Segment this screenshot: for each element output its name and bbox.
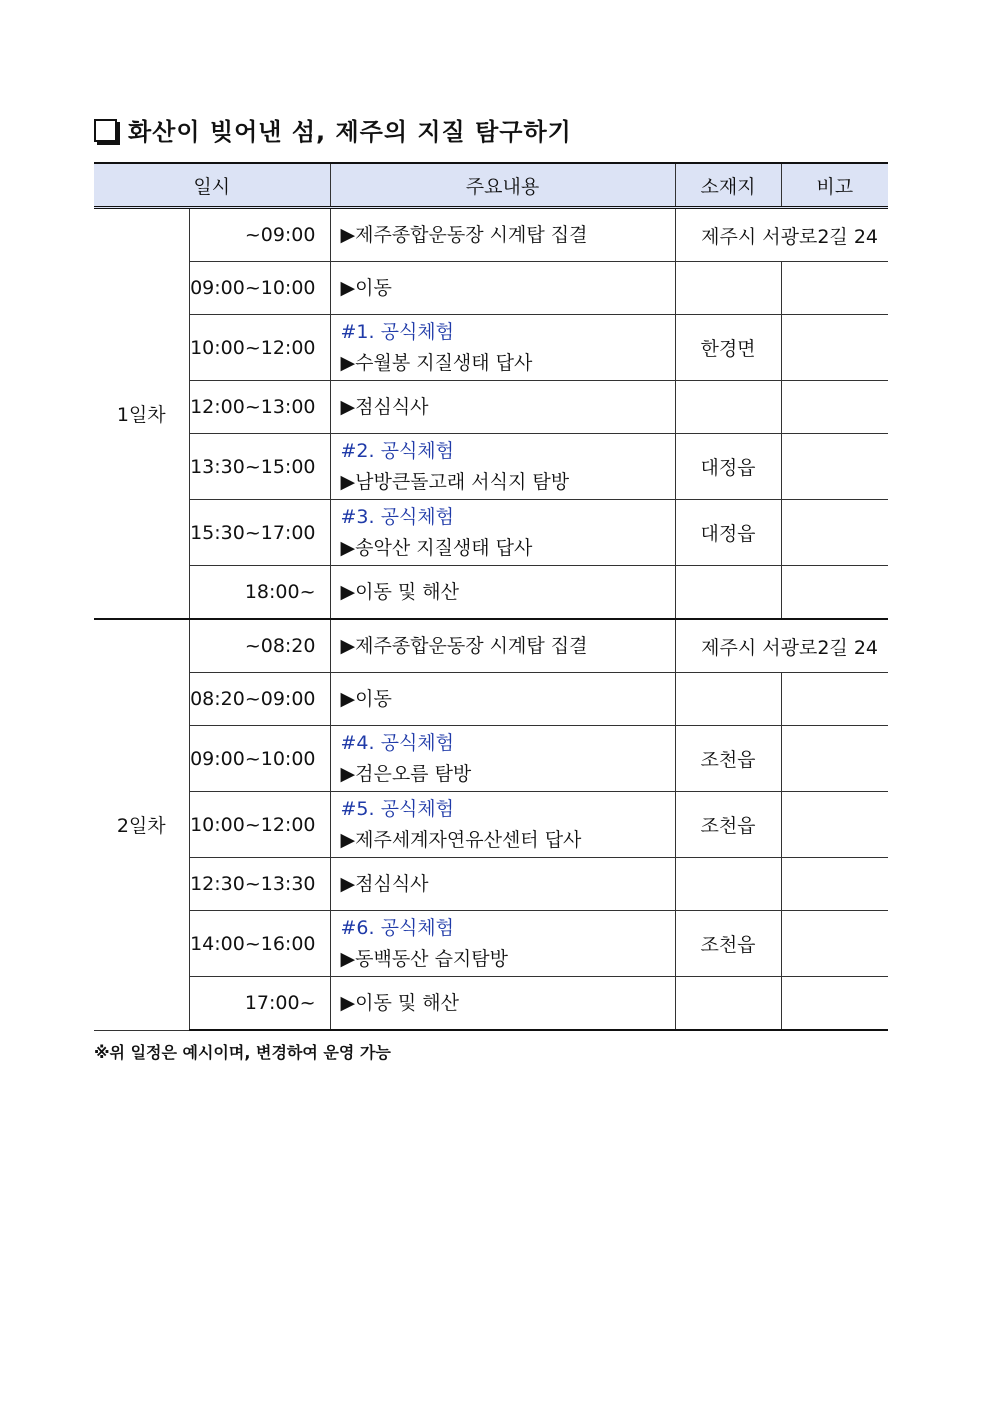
table-row <box>94 673 888 726</box>
table-row <box>94 262 888 315</box>
content-cell <box>330 792 675 858</box>
note-cell <box>781 858 888 911</box>
table-row <box>94 566 888 620</box>
content-cell <box>330 673 675 726</box>
content-cell <box>330 977 675 1031</box>
table-header-row <box>94 163 888 208</box>
location-cell: 한경면 <box>675 315 781 381</box>
activity-text: ▶제주종합운동장 시계탑 집결 <box>340 634 588 657</box>
content-cell <box>330 208 675 262</box>
table-row <box>94 619 888 673</box>
checkbox-square-icon <box>94 119 117 142</box>
time-cell: 15:30~17:00 <box>189 500 330 566</box>
experience-label: #4. 공식체험 <box>340 731 455 754</box>
note-cell <box>781 381 888 434</box>
content-cell <box>330 500 675 566</box>
location-cell: 대정읍 <box>675 434 781 500</box>
experience-label: #1. 공식체험 <box>340 320 455 343</box>
page-title <box>94 112 572 147</box>
location-cell <box>675 977 781 1031</box>
content-cell <box>330 726 675 792</box>
location-cell <box>675 858 781 911</box>
time-cell: 12:30~13:30 <box>189 858 330 911</box>
table-row <box>94 500 888 566</box>
activity-text: ▶송악산 지질생태 답사 <box>340 536 533 559</box>
activity-text: ▶동백동산 습지탐방 <box>340 947 508 970</box>
location-cell <box>675 381 781 434</box>
note-cell <box>781 673 888 726</box>
activity-text: ▶검은오름 탐방 <box>340 762 472 785</box>
location-cell <box>675 673 781 726</box>
location-cell: 조천읍 <box>675 792 781 858</box>
note-cell <box>781 911 888 977</box>
time-cell: 08:20~09:00 <box>189 673 330 726</box>
table-row <box>94 792 888 858</box>
activity-text: ▶남방큰돌고래 서식지 탐방 <box>340 470 570 493</box>
activity-text: ▶점심식사 <box>340 872 429 895</box>
activity-text: ▶제주종합운동장 시계탑 집결 <box>340 223 588 246</box>
table-row <box>94 911 888 977</box>
table-row <box>94 434 888 500</box>
content-cell <box>330 434 675 500</box>
table-row <box>94 977 888 1031</box>
schedule-table <box>94 162 888 1031</box>
activity-text: ▶이동 <box>340 276 392 299</box>
note-cell <box>781 792 888 858</box>
footnote: ※위 일정은 예시이며, 변경하여 운영 가능 <box>94 1043 391 1062</box>
table-row <box>94 726 888 792</box>
time-cell: ~09:00 <box>189 208 330 262</box>
activity-text: ▶이동 및 해산 <box>340 991 459 1014</box>
table-row <box>94 315 888 381</box>
page-title-text: 화산이 빚어낸 섬, 제주의 지질 탐구하기 <box>128 118 572 146</box>
time-cell: 13:30~15:00 <box>189 434 330 500</box>
time-cell: ~08:20 <box>189 619 330 673</box>
day-label: 1일차 <box>94 208 189 620</box>
time-cell: 12:00~13:00 <box>189 381 330 434</box>
experience-label: #3. 공식체험 <box>340 505 455 528</box>
location-cell: 제주시 서광로2길 24 <box>675 619 888 673</box>
content-cell <box>330 911 675 977</box>
content-cell <box>330 566 675 620</box>
time-cell: 18:00~ <box>189 566 330 620</box>
table-row <box>94 858 888 911</box>
location-cell <box>675 262 781 315</box>
note-cell <box>781 315 888 381</box>
content-cell <box>330 262 675 315</box>
note-cell <box>781 566 888 620</box>
time-cell: 09:00~10:00 <box>189 726 330 792</box>
experience-label: #6. 공식체험 <box>340 916 455 939</box>
location-cell: 조천읍 <box>675 726 781 792</box>
time-cell: 17:00~ <box>189 977 330 1031</box>
header-location: 소재지 <box>675 163 781 208</box>
time-cell: 09:00~10:00 <box>189 262 330 315</box>
content-cell <box>330 381 675 434</box>
header-note: 비고 <box>781 163 888 208</box>
note-cell <box>781 977 888 1031</box>
table-row <box>94 381 888 434</box>
location-cell: 제주시 서광로2길 24 <box>675 208 888 262</box>
time-cell: 14:00~16:00 <box>189 911 330 977</box>
header-date: 일시 <box>94 163 330 208</box>
location-cell: 대정읍 <box>675 500 781 566</box>
activity-text: ▶점심식사 <box>340 395 429 418</box>
time-cell: 10:00~12:00 <box>189 315 330 381</box>
location-cell: 조천읍 <box>675 911 781 977</box>
activity-text: ▶이동 <box>340 687 392 710</box>
note-cell <box>781 500 888 566</box>
note-cell <box>781 262 888 315</box>
activity-text: ▶제주세계자연유산센터 답사 <box>340 828 582 851</box>
activity-text: ▶이동 및 해산 <box>340 580 459 603</box>
experience-label: #2. 공식체험 <box>340 439 455 462</box>
table-row <box>94 208 888 262</box>
content-cell <box>330 619 675 673</box>
experience-label: #5. 공식체험 <box>340 797 455 820</box>
note-cell <box>781 434 888 500</box>
day-label: 2일차 <box>94 619 189 1030</box>
time-cell: 10:00~12:00 <box>189 792 330 858</box>
note-cell <box>781 726 888 792</box>
content-cell <box>330 315 675 381</box>
activity-text: ▶수월봉 지질생태 답사 <box>340 351 533 374</box>
location-cell <box>675 566 781 620</box>
content-cell <box>330 858 675 911</box>
header-content: 주요내용 <box>330 163 675 208</box>
